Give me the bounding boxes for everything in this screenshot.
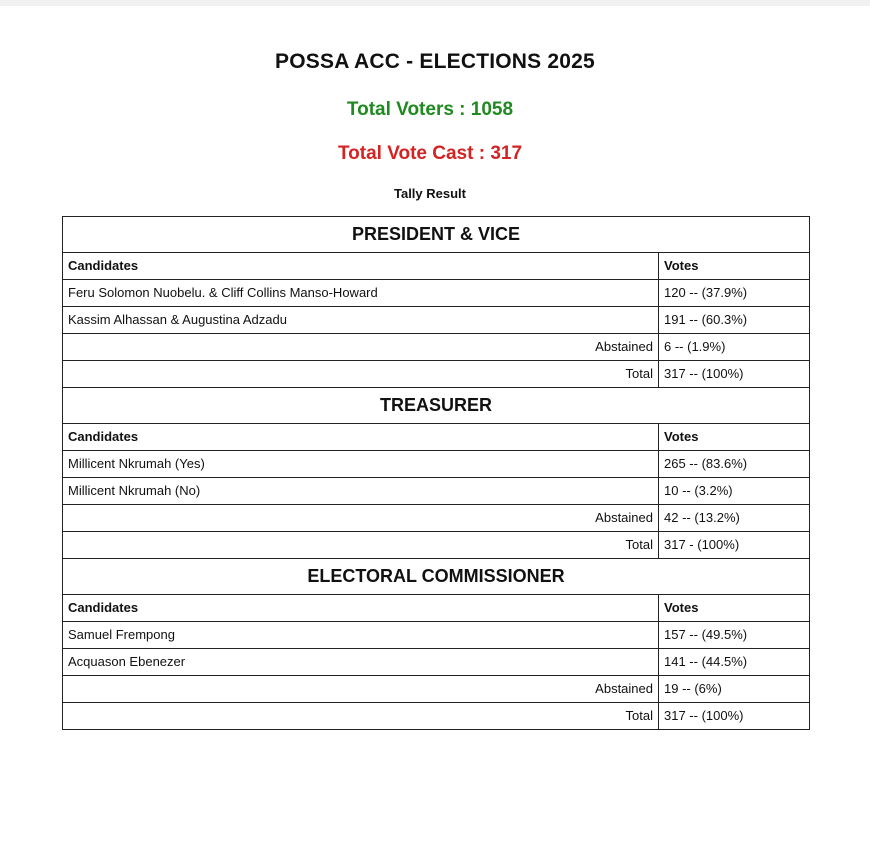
abstained-label: Abstained: [63, 334, 659, 361]
candidate-name: Acquason Ebenezer: [63, 649, 659, 676]
votes-column-header: Votes: [659, 424, 810, 451]
candidate-name: Kassim Alhassan & Augustina Adzadu: [63, 307, 659, 334]
abstained-label: Abstained: [63, 676, 659, 703]
votes-column-header: Votes: [659, 595, 810, 622]
total-value: 317 -- (100%): [659, 703, 810, 730]
table-row: [63, 451, 810, 478]
top-strip: [0, 0, 870, 6]
candidates-column-header: Candidates: [63, 253, 659, 280]
total-voters: Total Voters : 1058: [346, 99, 514, 120]
total-value: 317 -- (100%): [659, 361, 810, 388]
table-row: [63, 280, 810, 307]
candidates-column-header: Candidates: [63, 595, 659, 622]
column-header-row: [63, 595, 810, 622]
total-label: Total: [63, 532, 659, 559]
section-header-electoral-commissioner: [63, 559, 810, 595]
total-label: Total: [63, 703, 659, 730]
column-header-row: [63, 424, 810, 451]
candidate-name: Feru Solomon Nuobelu. & Cliff Collins Manso-Howard: [63, 280, 659, 307]
table-row: [63, 478, 810, 505]
candidate-votes: 10 -- (3.2%): [659, 478, 810, 505]
abstained-value: 42 -- (13.2%): [659, 505, 810, 532]
total-label: Total: [63, 361, 659, 388]
section-title: ELECTORAL COMMISSIONER: [63, 559, 810, 595]
candidate-votes: 157 -- (49.5%): [659, 622, 810, 649]
candidate-votes: 265 -- (83.6%): [659, 451, 810, 478]
votes-column-header: Votes: [659, 253, 810, 280]
candidate-name: Millicent Nkrumah (Yes): [63, 451, 659, 478]
abstained-row: [63, 505, 810, 532]
abstained-row: [63, 676, 810, 703]
candidate-votes: 120 -- (37.9%): [659, 280, 810, 307]
section-header-treasurer: [63, 388, 810, 424]
candidate-votes: 191 -- (60.3%): [659, 307, 810, 334]
candidate-name: Samuel Frempong: [63, 622, 659, 649]
candidates-column-header: Candidates: [63, 424, 659, 451]
table-row: [63, 307, 810, 334]
abstained-label: Abstained: [63, 505, 659, 532]
abstained-value: 19 -- (6%): [659, 676, 810, 703]
total-row: [63, 703, 810, 730]
total-value: 317 - (100%): [659, 532, 810, 559]
abstained-value: 6 -- (1.9%): [659, 334, 810, 361]
total-row: [63, 361, 810, 388]
results-table: [62, 216, 810, 730]
abstained-row: [63, 334, 810, 361]
section-title: TREASURER: [63, 388, 810, 424]
total-row: [63, 532, 810, 559]
section-header-president: [63, 217, 810, 253]
column-header-row: [63, 253, 810, 280]
candidate-votes: 141 -- (44.5%): [659, 649, 810, 676]
document-title: POSSA ACC - ELECTIONS 2025: [275, 50, 595, 73]
section-title: PRESIDENT & VICE: [63, 217, 810, 253]
tally-subtitle: Tally Result: [393, 186, 466, 201]
table-row: [63, 649, 810, 676]
table-row: [63, 622, 810, 649]
total-votes-cast: Total Vote Cast : 317: [337, 143, 523, 164]
candidate-name: Millicent Nkrumah (No): [63, 478, 659, 505]
